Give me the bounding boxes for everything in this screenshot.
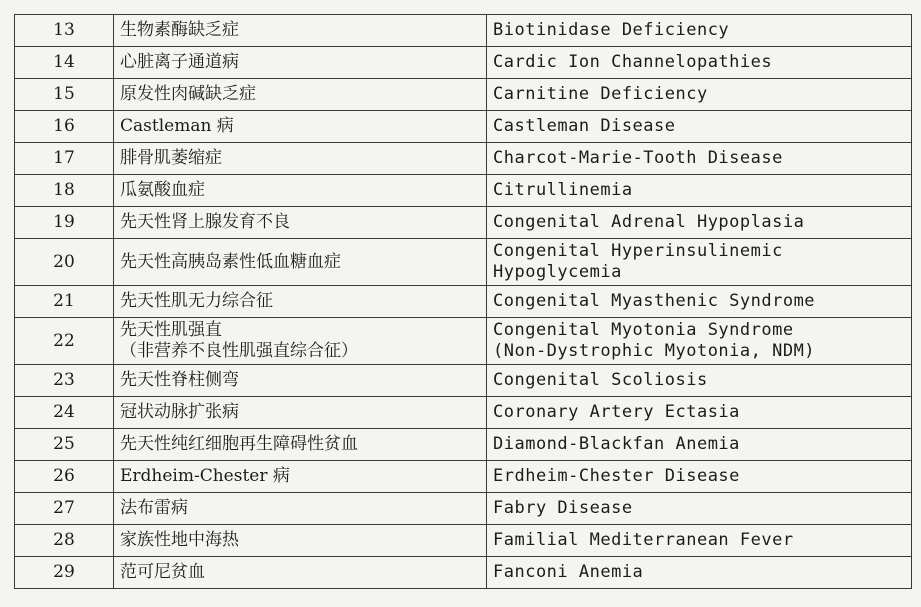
row-number: 23 bbox=[15, 365, 114, 397]
chinese-name: 法布雷病 bbox=[120, 498, 188, 518]
chinese-name-cell bbox=[114, 239, 487, 286]
english-name: Congenital Myasthenic Syndrome bbox=[493, 291, 816, 311]
english-name-cell bbox=[487, 318, 912, 365]
table-row bbox=[15, 143, 912, 175]
chinese-name: Castleman 病 bbox=[120, 116, 234, 136]
english-name-cell bbox=[487, 111, 912, 143]
row-number: 19 bbox=[15, 207, 114, 239]
table-row bbox=[15, 525, 912, 557]
english-name-cell bbox=[487, 79, 912, 111]
english-name: (Non-Dystrophic Myotonia, NDM) bbox=[493, 341, 816, 361]
table-body bbox=[15, 15, 912, 589]
english-name: Carnitine Deficiency bbox=[493, 84, 708, 104]
chinese-name: 家族性地中海热 bbox=[120, 530, 239, 550]
english-name: Cardic Ion Channelopathies bbox=[493, 52, 773, 72]
table-row bbox=[15, 286, 912, 318]
chinese-name: 腓骨肌萎缩症 bbox=[120, 148, 222, 168]
row-number: 14 bbox=[15, 47, 114, 79]
row-number: 21 bbox=[15, 286, 114, 318]
chinese-name: Erdheim-Chester 病 bbox=[120, 466, 290, 486]
english-name-cell bbox=[487, 429, 912, 461]
rare-disease-table bbox=[14, 14, 912, 589]
english-name: Fanconi Anemia bbox=[493, 562, 644, 582]
chinese-name: 范可尼贫血 bbox=[120, 562, 205, 582]
chinese-name-cell bbox=[114, 429, 487, 461]
english-name-cell bbox=[487, 15, 912, 47]
row-number: 27 bbox=[15, 493, 114, 525]
chinese-name-cell bbox=[114, 175, 487, 207]
english-name: Biotinidase Deficiency bbox=[493, 20, 730, 40]
english-name-cell bbox=[487, 239, 912, 286]
chinese-name-cell bbox=[114, 143, 487, 175]
english-name: Hypoglycemia bbox=[493, 262, 622, 282]
chinese-name: （非营养不良性肌强直综合征） bbox=[120, 341, 358, 361]
chinese-name: 冠状动脉扩张病 bbox=[120, 402, 239, 422]
english-name: Coronary Artery Ectasia bbox=[493, 402, 740, 422]
row-number: 25 bbox=[15, 429, 114, 461]
row-number: 24 bbox=[15, 397, 114, 429]
chinese-name: 生物素酶缺乏症 bbox=[120, 20, 239, 40]
english-name: Familial Mediterranean Fever bbox=[493, 530, 794, 550]
table-row bbox=[15, 461, 912, 493]
chinese-name-cell bbox=[114, 207, 487, 239]
chinese-name: 先天性高胰岛素性低血糖血症 bbox=[120, 251, 341, 272]
english-name-cell bbox=[487, 207, 912, 239]
chinese-name: 先天性纯红细胞再生障碍性贫血 bbox=[120, 434, 358, 454]
row-number: 20 bbox=[15, 239, 114, 286]
chinese-name-cell bbox=[114, 461, 487, 493]
table-row bbox=[15, 15, 912, 47]
chinese-name-cell bbox=[114, 286, 487, 318]
english-name: Charcot-Marie-Tooth Disease bbox=[493, 148, 783, 168]
english-name: Congenital Adrenal Hypoplasia bbox=[493, 212, 805, 232]
english-name-cell bbox=[487, 557, 912, 589]
table-row bbox=[15, 239, 912, 286]
table-row bbox=[15, 318, 912, 365]
chinese-name: 原发性肉碱缺乏症 bbox=[120, 84, 256, 104]
chinese-name-cell bbox=[114, 397, 487, 429]
table-row bbox=[15, 429, 912, 461]
english-name-cell bbox=[487, 143, 912, 175]
row-number: 22 bbox=[15, 318, 114, 365]
english-name-cell bbox=[487, 175, 912, 207]
english-name-cell bbox=[487, 525, 912, 557]
chinese-name-cell bbox=[114, 318, 487, 365]
row-number: 26 bbox=[15, 461, 114, 493]
table-row bbox=[15, 557, 912, 589]
chinese-name: 先天性肾上腺发育不良 bbox=[120, 212, 290, 232]
english-name: Congenital Scoliosis bbox=[493, 370, 708, 390]
english-name-cell bbox=[487, 493, 912, 525]
chinese-name-cell bbox=[114, 79, 487, 111]
row-number: 29 bbox=[15, 557, 114, 589]
row-number: 15 bbox=[15, 79, 114, 111]
chinese-name: 先天性肌强直 bbox=[120, 320, 222, 340]
chinese-name-cell bbox=[114, 47, 487, 79]
english-name: Congenital Myotonia Syndrome bbox=[493, 320, 794, 340]
chinese-name-cell bbox=[114, 557, 487, 589]
chinese-name: 先天性脊柱侧弯 bbox=[120, 370, 239, 390]
english-name: Diamond-Blackfan Anemia bbox=[493, 434, 740, 454]
english-name: Congenital Hyperinsulinemic bbox=[493, 241, 783, 261]
row-number: 13 bbox=[15, 15, 114, 47]
chinese-name-cell bbox=[114, 15, 487, 47]
table-row bbox=[15, 207, 912, 239]
table-row bbox=[15, 111, 912, 143]
chinese-name: 瓜氨酸血症 bbox=[120, 180, 205, 200]
chinese-name-cell bbox=[114, 365, 487, 397]
english-name-cell bbox=[487, 397, 912, 429]
english-name-cell bbox=[487, 286, 912, 318]
chinese-name-cell bbox=[114, 111, 487, 143]
row-number: 16 bbox=[15, 111, 114, 143]
chinese-name-cell bbox=[114, 493, 487, 525]
row-number: 28 bbox=[15, 525, 114, 557]
english-name: Fabry Disease bbox=[493, 498, 633, 518]
table-row bbox=[15, 79, 912, 111]
chinese-name: 心脏离子通道病 bbox=[120, 52, 239, 72]
english-name: Erdheim-Chester Disease bbox=[493, 466, 740, 486]
english-name: Castleman Disease bbox=[493, 116, 676, 136]
table-row bbox=[15, 175, 912, 207]
table-row bbox=[15, 365, 912, 397]
english-name: Citrullinemia bbox=[493, 180, 633, 200]
table-row bbox=[15, 493, 912, 525]
table-row bbox=[15, 47, 912, 79]
table-row bbox=[15, 397, 912, 429]
english-name-cell bbox=[487, 365, 912, 397]
row-number: 17 bbox=[15, 143, 114, 175]
english-name-cell bbox=[487, 47, 912, 79]
chinese-name-cell bbox=[114, 525, 487, 557]
english-name-cell bbox=[487, 461, 912, 493]
chinese-name: 先天性肌无力综合征 bbox=[120, 291, 273, 311]
row-number: 18 bbox=[15, 175, 114, 207]
